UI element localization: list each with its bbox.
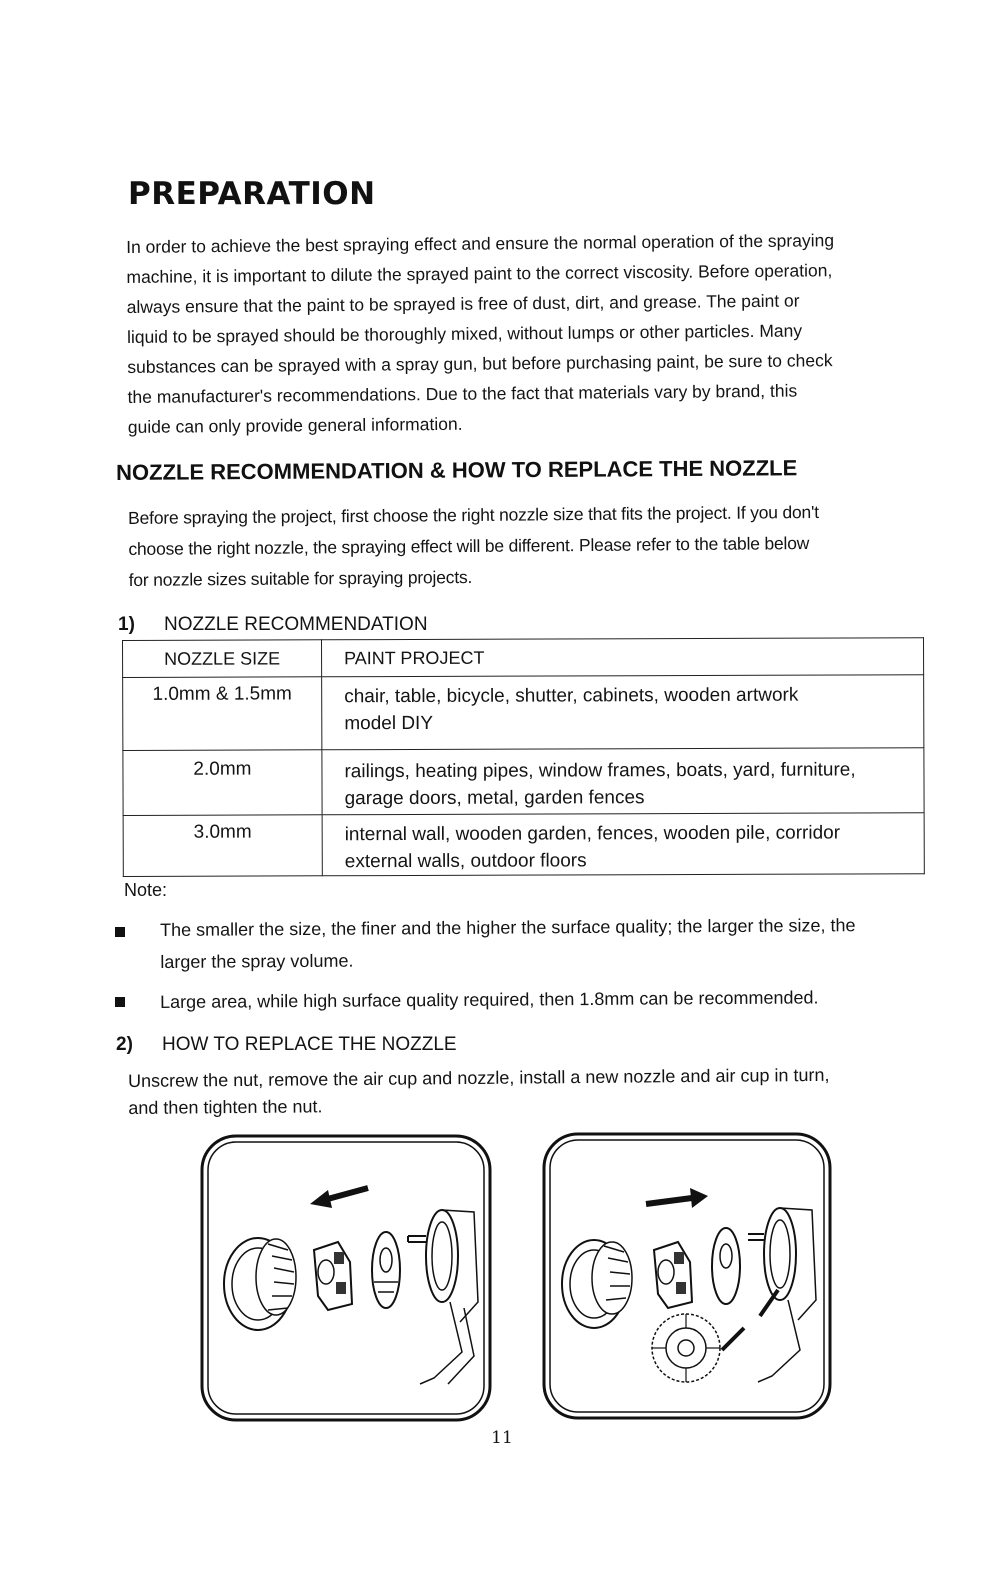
- preparation-line: the manufacturer's recommendations. Due to the fact that materials vary by brand, this: [127, 380, 798, 407]
- preparation-line: substances can be sprayed with a spray gun, but before purchasing paint, be sure to check: [127, 350, 833, 377]
- subheading-text: HOW TO REPLACE THE NOZZLE: [162, 1034, 457, 1055]
- pointer-arrow-icon: [760, 1290, 778, 1316]
- project-line: external walls, outdoor floors: [344, 850, 587, 873]
- preparation-line: always ensure that the paint to be sprayed is free of dust, dirt, and grease. The paint or: [126, 290, 800, 317]
- project-line: model DIY: [344, 712, 434, 735]
- bullet-square-icon: [115, 927, 125, 937]
- air-cup-icon: [654, 1242, 692, 1308]
- cell-nozzle-size: 2.0mm: [123, 750, 322, 816]
- project-line: garage doors, metal, garden fences: [344, 787, 645, 810]
- header-paint-project: PAINT PROJECT: [322, 638, 924, 677]
- subheading-number: 1): [118, 614, 135, 635]
- air-cup-icon: [314, 1242, 352, 1310]
- table-row: [123, 748, 924, 816]
- arrow-right-icon: [646, 1188, 708, 1208]
- table-row: [123, 675, 924, 751]
- nozzle-intro-paragraph: [128, 496, 899, 596]
- subheading-number: 2): [116, 1034, 133, 1055]
- nut-icon: [562, 1240, 632, 1328]
- cell-nozzle-size: 3.0mm: [123, 815, 322, 877]
- bullet-line: larger the spray volume.: [160, 950, 354, 972]
- nozzle-intro-line: for nozzle sizes suitable for spraying projects.: [128, 567, 473, 590]
- page-number: 11: [491, 1428, 513, 1448]
- preparation-line: machine, it is important to dilute the sprayed paint to the correct viscosity. Before operation,: [126, 260, 833, 287]
- nozzle-removal-illustration: [198, 1132, 494, 1424]
- cell-paint-project: [322, 675, 924, 750]
- note-bullet: [160, 909, 900, 978]
- preparation-paragraph: [126, 225, 902, 442]
- preparation-line: In order to achieve the best spraying effect and ensure the normal operation of the spraying: [126, 230, 835, 257]
- bullet-line: Large area, while high surface quality required, then 1.8mm can be recommended.: [160, 987, 819, 1012]
- preparation-line: guide can only provide general information.: [127, 413, 463, 437]
- subheading-recommendation: [118, 614, 428, 636]
- nozzle-detail-icon: [652, 1314, 720, 1382]
- project-line: chair, table, bicycle, shutter, cabinets, wooden artwork: [344, 684, 799, 708]
- preparation-line: liquid to be sprayed should be thoroughly mixed, without lumps or other particles. Many: [126, 320, 803, 347]
- pointer-arrow-icon: [722, 1328, 744, 1350]
- spray-gun-head-icon: [408, 1210, 478, 1384]
- cell-paint-project: [322, 813, 924, 876]
- page-title: PREPARATION: [128, 176, 376, 212]
- header-nozzle-size: NOZZLE SIZE: [123, 640, 322, 678]
- nozzle-icon: [712, 1228, 740, 1304]
- note-bullet: [160, 981, 900, 1018]
- replace-paragraph: [128, 1061, 888, 1122]
- cell-nozzle-size: 1.0mm & 1.5mm: [123, 677, 322, 751]
- bullet-line: The smaller the size, the finer and the higher the surface quality; the larger the size, the: [160, 915, 856, 940]
- nozzle-install-illustration: [540, 1130, 834, 1422]
- spray-gun-head-icon: [748, 1208, 816, 1382]
- nozzle-intro-line: choose the right nozzle, the spraying effect will be different. Please refer to the table below: [128, 533, 810, 559]
- table-row: [123, 813, 924, 877]
- project-line: railings, heating pipes, window frames, boats, yard, furniture,: [344, 759, 856, 783]
- nut-icon: [224, 1238, 296, 1330]
- table-header-row: [123, 638, 924, 678]
- replace-line: and then tighten the nut.: [128, 1096, 323, 1118]
- replace-line: Unscrew the nut, remove the air cup and nozzle, install a new nozzle and air cup in turn,: [128, 1064, 830, 1091]
- cell-paint-project: [322, 748, 924, 815]
- bullet-square-icon: [115, 997, 125, 1007]
- section-heading-nozzle: NOZZLE RECOMMENDATION & HOW TO REPLACE THE NOZZLE: [116, 455, 798, 485]
- nozzle-table: [122, 637, 925, 877]
- note-label: Note:: [124, 880, 168, 900]
- arrow-left-icon: [310, 1188, 368, 1208]
- project-line: internal wall, wooden garden, fences, wooden pile, corridor: [344, 822, 841, 846]
- subheading-text: NOZZLE RECOMMENDATION: [164, 614, 428, 635]
- nozzle-intro-line: Before spraying the project, first choose the right nozzle size that fits the project. If you don't: [128, 501, 819, 528]
- nozzle-icon: [372, 1232, 400, 1308]
- subheading-replace: [116, 1034, 457, 1056]
